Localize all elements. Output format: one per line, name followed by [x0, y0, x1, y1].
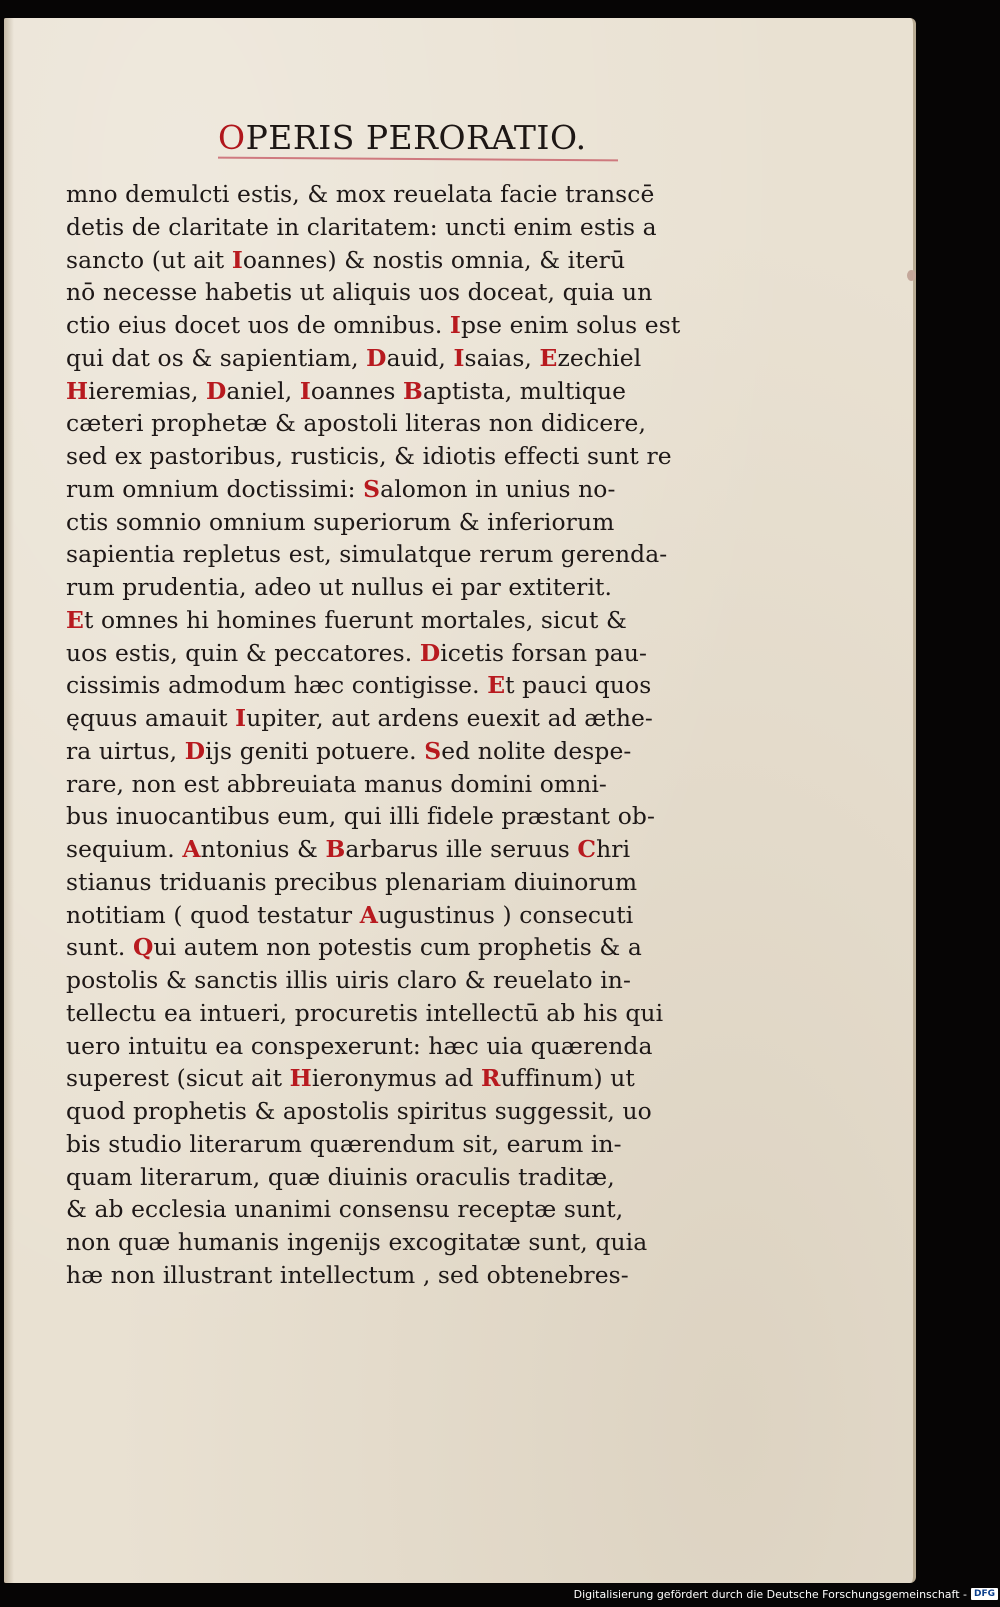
text-run: aptista, multique	[422, 376, 627, 405]
rubricated-initial: E	[487, 671, 506, 700]
text-run: icetis forsan pau-	[440, 638, 648, 667]
rubricated-initial: D	[366, 343, 387, 372]
text-line	[66, 1259, 766, 1292]
text-line	[66, 1128, 766, 1161]
text-run: sapientia repletus est, simulatque rerum gerenda-	[66, 540, 668, 569]
rubricated-initial: Q	[133, 933, 154, 962]
text-run: alomon in unius no-	[380, 474, 616, 503]
text-run: ugustinus ) consecuti	[377, 900, 634, 929]
text-run: detis de claritate in claritatem: uncti enim estis a	[66, 212, 657, 241]
rubricated-initial: H	[289, 1064, 312, 1093]
dfg-logo: DFG	[971, 1588, 998, 1600]
page-gutter-shadow	[4, 18, 14, 1583]
rubricated-initial: R	[481, 1064, 501, 1093]
text-run: non quæ humanis ingenijs excogitatæ sunt, quia	[66, 1228, 648, 1256]
text-line	[66, 1226, 766, 1259]
text-run: qui dat os & sapientiam,	[66, 343, 367, 372]
running-head-text: PERIS PERORATIO.	[245, 118, 587, 157]
footer-credit: Digitalisierung gefördert durch die Deutsche Forschungsgemeinschaft -	[573, 1587, 967, 1601]
text-run: rum omnium doctissimi:	[66, 474, 364, 503]
rubricated-initial: I	[449, 311, 461, 339]
text-line	[66, 702, 766, 735]
text-line	[66, 899, 766, 932]
rubricated-initial: I	[235, 704, 247, 732]
rubricated-initial: D	[206, 376, 227, 405]
text-run: arbarus ille seruus	[345, 835, 578, 863]
text-run: cissimis admodum hæc contigisse.	[66, 671, 488, 700]
text-run: & ab ecclesia unanimi consensu receptæ sunt,	[66, 1195, 624, 1224]
text-run: upiter, aut ardens euexit ad æthe-	[246, 704, 653, 732]
text-run: uffinum) ut	[500, 1064, 635, 1093]
running-head-initial: O	[218, 118, 246, 157]
paper-stain	[907, 270, 916, 281]
text-line	[66, 669, 766, 702]
text-run: ui autem non potestis cum prophetis & a	[153, 933, 642, 962]
text-line	[66, 571, 766, 604]
text-line	[66, 506, 766, 539]
text-line	[66, 637, 766, 670]
text-run: t omnes hi homines fuerunt mortales, sicut &	[83, 605, 627, 634]
text-run: sequium.	[66, 835, 183, 863]
rubricated-initial: I	[299, 376, 311, 405]
rubricated-initial: A	[359, 900, 378, 929]
rubricated-initial: B	[325, 835, 346, 863]
text-run: ed nolite despe-	[441, 736, 632, 765]
rubricated-initial: I	[231, 245, 243, 274]
text-run: ctio eius docet uos de omnibus.	[66, 311, 450, 339]
text-line	[66, 309, 766, 342]
rubricated-initial: H	[66, 376, 89, 405]
rubricated-initial: S	[424, 736, 442, 765]
text-line	[66, 833, 766, 866]
text-line	[66, 473, 766, 506]
text-line	[66, 244, 766, 277]
text-run: ra uirtus,	[66, 736, 185, 765]
text-line	[66, 1030, 766, 1063]
text-line	[66, 538, 766, 571]
rubricated-initial: A	[182, 835, 201, 863]
text-line	[66, 1161, 766, 1194]
text-run: uos estis, quin & peccatores.	[66, 638, 420, 667]
text-line	[66, 866, 766, 899]
text-run: postolis & sanctis illis uiris claro & reuelato in-	[66, 966, 631, 994]
text-run: rum prudentia, adeo ut nullus ei par extiterit.	[66, 573, 613, 601]
text-run: hæ non illustrant intellectum , sed obtenebres-	[66, 1260, 629, 1289]
text-line	[66, 342, 766, 375]
rubricated-initial: S	[363, 474, 381, 503]
text-run: stianus triduanis precibus plenariam diuinorum	[66, 867, 638, 896]
rubricated-initial: E	[66, 605, 84, 634]
running-head	[218, 118, 618, 157]
text-run: tellectu ea intueri, procuretis intellectū ab his qui	[66, 998, 664, 1027]
text-run: ntonius &	[200, 835, 326, 863]
text-line	[66, 375, 766, 408]
text-line	[66, 997, 766, 1030]
text-run: auid,	[386, 343, 454, 372]
text-run: saias,	[464, 343, 540, 372]
digitization-footer	[574, 1587, 998, 1601]
text-line	[66, 931, 766, 964]
text-run: zechiel	[557, 343, 642, 372]
text-line	[66, 1062, 766, 1095]
text-run: ieronymus ad	[311, 1064, 482, 1093]
text-run: mno demulcti estis, & mox reuelata facie transcē	[66, 180, 655, 208]
text-line	[66, 211, 766, 244]
body-text	[66, 178, 766, 1292]
text-run: ijs geniti potuere.	[205, 736, 425, 765]
text-run: hri	[596, 835, 631, 863]
text-line	[66, 604, 766, 637]
text-line	[66, 800, 766, 833]
text-run: nō necesse habetis ut aliquis uos doceat, quia un	[66, 278, 653, 307]
rubricated-initial: B	[403, 376, 423, 405]
text-run: uero intuitu ea conspexerunt: hæc uia quærenda	[66, 1031, 653, 1060]
rubricated-initial: C	[577, 835, 597, 863]
text-line	[66, 1095, 766, 1128]
text-run: oannes	[310, 376, 403, 405]
text-run: quam literarum, quæ diuinis oraculis traditæ,	[66, 1162, 615, 1191]
text-run: notitiam ( quod testatur	[66, 900, 360, 929]
rubricated-initial: E	[539, 343, 558, 372]
text-run: oannes) & nostis omnia, & iterū	[242, 245, 626, 274]
text-run: sunt.	[66, 933, 134, 962]
book-page	[4, 18, 916, 1583]
text-run: cæteri prophetæ & apostoli literas non didicere,	[66, 409, 647, 438]
text-line	[66, 735, 766, 768]
rubricated-initial: D	[184, 736, 206, 765]
running-head-underline	[218, 157, 618, 162]
text-line	[66, 440, 766, 473]
text-run: rare, non est abbreuiata manus domini omni-	[66, 769, 607, 798]
text-run: sancto (ut ait	[66, 245, 232, 274]
rubricated-initial: D	[419, 638, 441, 667]
text-run: ctis somnio omnium superiorum & inferiorum	[66, 507, 615, 536]
text-line	[66, 407, 766, 440]
text-run: ęquus amauit	[66, 704, 236, 732]
text-line	[66, 1193, 766, 1226]
text-run: superest (sicut ait	[66, 1064, 290, 1093]
text-run: ieremias,	[88, 376, 207, 405]
text-run: bus inuocantibus eum, qui illi fidele præstant ob-	[66, 802, 655, 831]
text-run: sed ex pastoribus, rusticis, & idiotis effecti sunt re	[66, 442, 672, 470]
text-run: pse enim solus est	[460, 311, 681, 339]
text-run: aniel,	[226, 376, 300, 405]
text-line	[66, 276, 766, 309]
rubricated-initial: I	[453, 343, 465, 372]
text-run: t pauci quos	[505, 671, 652, 700]
text-run: quod prophetis & apostolis spiritus suggessit, uo	[66, 1097, 652, 1125]
text-line	[66, 768, 766, 801]
text-line	[66, 178, 766, 211]
text-run: bis studio literarum quærendum sit, earum in-	[66, 1129, 622, 1158]
text-line	[66, 964, 766, 997]
